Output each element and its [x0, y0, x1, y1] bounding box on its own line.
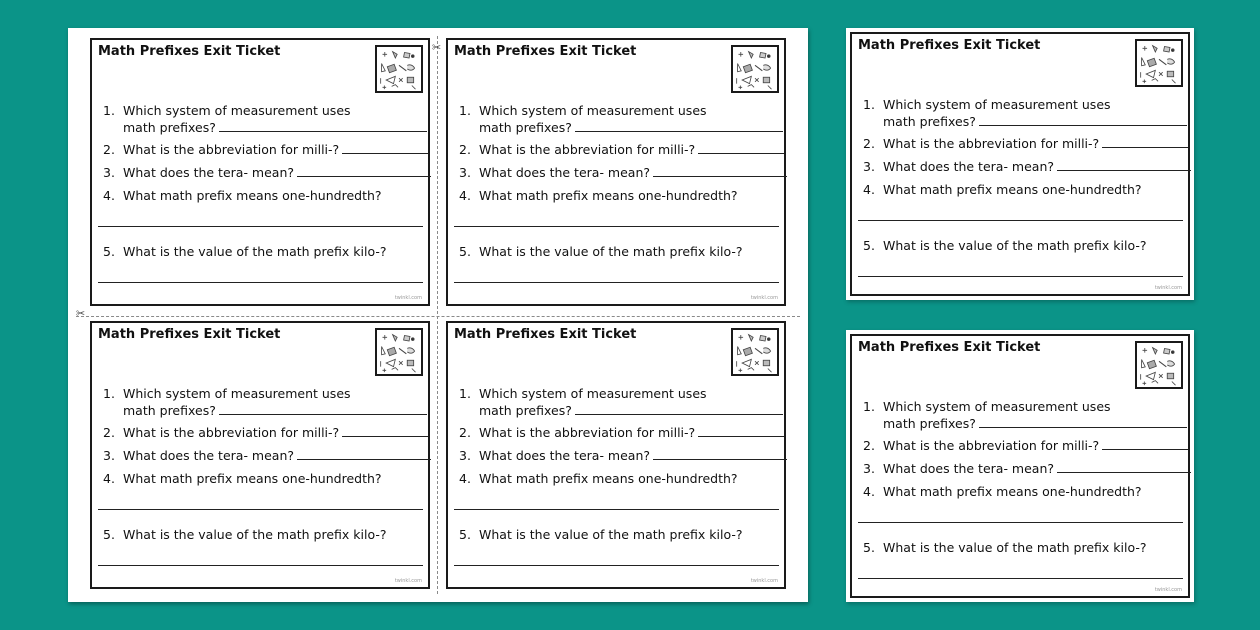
- question-1: [103, 385, 423, 419]
- question-number: 5.: [459, 244, 471, 259]
- question-number: 2.: [863, 136, 875, 151]
- question-1: [459, 102, 779, 136]
- question-text: What math prefix means one-hundredth?: [479, 188, 738, 203]
- question-number: 4.: [459, 188, 471, 203]
- question-text: What does the tera- mean?: [479, 165, 651, 180]
- footer-credit: twinkl.com: [750, 578, 778, 584]
- question-number: 4.: [103, 188, 115, 203]
- answer-blank[interactable]: [653, 458, 787, 460]
- question-number: 3.: [103, 165, 115, 180]
- question-text: What math prefix means one-hundredth?: [479, 471, 738, 486]
- question-number: 2.: [103, 142, 115, 157]
- question-3: [103, 447, 423, 464]
- question-text: What is the value of the math prefix kilo-?: [479, 244, 743, 259]
- answer-blank[interactable]: [297, 458, 431, 460]
- question-2: [863, 437, 1183, 454]
- question-4: [863, 181, 1183, 198]
- question-text: What math prefix means one-hundredth?: [123, 471, 382, 486]
- question-text: What is the abbreviation for milli-?: [123, 142, 340, 157]
- answer-blank[interactable]: [1102, 146, 1188, 148]
- answer-line[interactable]: [98, 226, 423, 227]
- question-text: Which system of measurement uses: [123, 103, 351, 118]
- question-2: [863, 135, 1183, 152]
- question-number: 2.: [863, 438, 875, 453]
- question-number: 5.: [103, 527, 115, 542]
- horizontal-cut-line: [76, 316, 800, 317]
- question-1: [103, 102, 423, 136]
- footer-credit: twinkl.com: [394, 578, 422, 584]
- footer-credit: twinkl.com: [750, 295, 778, 301]
- question-text: Which system of measurement uses: [883, 97, 1111, 112]
- math-shapes-icon: [1135, 39, 1183, 87]
- question-number: 5.: [863, 238, 875, 253]
- question-text: What is the abbreviation for milli-?: [479, 142, 696, 157]
- math-shapes-icon: [731, 328, 779, 376]
- question-text-cont: math prefixes?: [479, 120, 572, 135]
- answer-line[interactable]: [98, 565, 423, 566]
- question-number: 3.: [863, 159, 875, 174]
- answer-blank[interactable]: [653, 175, 787, 177]
- answer-blank[interactable]: [698, 152, 784, 154]
- answer-blank[interactable]: [1057, 169, 1191, 171]
- question-text: What does the tera- mean?: [123, 448, 295, 463]
- answer-blank[interactable]: [219, 413, 427, 415]
- question-2: [103, 141, 423, 158]
- question-number: 2.: [459, 425, 471, 440]
- math-shapes-icon: [1135, 341, 1183, 389]
- question-number: 5.: [863, 540, 875, 555]
- footer-credit: twinkl.com: [1154, 587, 1182, 593]
- question-3: [459, 164, 779, 181]
- question-text: What math prefix means one-hundredth?: [883, 484, 1142, 499]
- answer-line[interactable]: [98, 282, 423, 283]
- question-text: What math prefix means one-hundredth?: [123, 188, 382, 203]
- question-3: [459, 447, 779, 464]
- question-5: [103, 243, 423, 260]
- answer-blank[interactable]: [979, 124, 1187, 126]
- vertical-cut-line: [437, 36, 438, 594]
- question-text: Which system of measurement uses: [479, 103, 707, 118]
- answer-blank[interactable]: [297, 175, 431, 177]
- question-text: What does the tera- mean?: [883, 159, 1055, 174]
- footer-credit: twinkl.com: [1154, 285, 1182, 291]
- question-5: [103, 526, 423, 543]
- exit-ticket-card-5: [850, 32, 1190, 296]
- question-number: 1.: [459, 386, 471, 401]
- exit-ticket-card-4: [446, 321, 786, 589]
- question-text: What is the value of the math prefix kilo-?: [479, 527, 743, 542]
- card-title: Math Prefixes Exit Ticket: [454, 327, 637, 342]
- question-text: What is the value of the math prefix kilo-?: [883, 540, 1147, 555]
- answer-line[interactable]: [858, 276, 1183, 277]
- card-title: Math Prefixes Exit Ticket: [98, 44, 281, 59]
- question-text: What is the value of the math prefix kilo-?: [883, 238, 1147, 253]
- question-text: Which system of measurement uses: [883, 399, 1111, 414]
- exit-ticket-card-2: [446, 38, 786, 306]
- question-number: 1.: [459, 103, 471, 118]
- question-3: [863, 158, 1183, 175]
- question-text: What math prefix means one-hundredth?: [883, 182, 1142, 197]
- card-title: Math Prefixes Exit Ticket: [858, 38, 1041, 53]
- question-text: What is the value of the math prefix kilo-?: [123, 527, 387, 542]
- question-5: [863, 237, 1183, 254]
- question-3: [863, 460, 1183, 477]
- question-text-cont: math prefixes?: [883, 114, 976, 129]
- answer-blank[interactable]: [219, 130, 427, 132]
- scissors-icon: ✂: [432, 41, 442, 54]
- question-number: 1.: [863, 399, 875, 414]
- answer-line[interactable]: [454, 565, 779, 566]
- question-number: 2.: [103, 425, 115, 440]
- question-2: [459, 424, 779, 441]
- question-5: [459, 526, 779, 543]
- question-number: 1.: [103, 386, 115, 401]
- question-text: What does the tera- mean?: [883, 461, 1055, 476]
- question-number: 1.: [103, 103, 115, 118]
- math-shapes-icon: [731, 45, 779, 93]
- card-title: Math Prefixes Exit Ticket: [858, 340, 1041, 355]
- question-text: Which system of measurement uses: [479, 386, 707, 401]
- card-title: Math Prefixes Exit Ticket: [98, 327, 281, 342]
- question-number: 3.: [103, 448, 115, 463]
- question-text: What is the abbreviation for milli-?: [123, 425, 340, 440]
- answer-blank[interactable]: [1102, 448, 1188, 450]
- answer-blank[interactable]: [575, 413, 783, 415]
- question-text-cont: math prefixes?: [123, 120, 216, 135]
- question-number: 4.: [863, 484, 875, 499]
- answer-line[interactable]: [858, 578, 1183, 579]
- question-number: 3.: [459, 165, 471, 180]
- scissors-icon: ✂: [76, 307, 86, 320]
- question-5: [863, 539, 1183, 556]
- question-4: [103, 187, 423, 204]
- question-text: What is the value of the math prefix kilo-?: [123, 244, 387, 259]
- answer-line[interactable]: [858, 220, 1183, 221]
- answer-blank[interactable]: [342, 435, 428, 437]
- question-4: [459, 187, 779, 204]
- card-title: Math Prefixes Exit Ticket: [454, 44, 637, 59]
- question-number: 1.: [863, 97, 875, 112]
- question-number: 4.: [103, 471, 115, 486]
- answer-blank[interactable]: [698, 435, 784, 437]
- question-1: [863, 96, 1183, 130]
- question-number: 5.: [459, 527, 471, 542]
- question-text: Which system of measurement uses: [123, 386, 351, 401]
- answer-line[interactable]: [454, 282, 779, 283]
- question-number: 3.: [863, 461, 875, 476]
- math-shapes-icon: [375, 45, 423, 93]
- answer-blank[interactable]: [1057, 471, 1191, 473]
- question-text-cont: math prefixes?: [123, 403, 216, 418]
- question-3: [103, 164, 423, 181]
- question-text: What is the abbreviation for milli-?: [883, 136, 1100, 151]
- math-shapes-icon: [375, 328, 423, 376]
- question-number: 3.: [459, 448, 471, 463]
- question-1: [863, 398, 1183, 432]
- question-text: What does the tera- mean?: [123, 165, 295, 180]
- answer-line[interactable]: [454, 226, 779, 227]
- exit-ticket-card-3: [90, 321, 430, 589]
- answer-line[interactable]: [98, 509, 423, 510]
- question-1: [459, 385, 779, 419]
- question-2: [459, 141, 779, 158]
- question-text-cont: math prefixes?: [883, 416, 976, 431]
- answer-blank[interactable]: [342, 152, 428, 154]
- answer-blank[interactable]: [979, 426, 1187, 428]
- question-text-cont: math prefixes?: [479, 403, 572, 418]
- question-number: 4.: [459, 471, 471, 486]
- question-5: [459, 243, 779, 260]
- question-text: What does the tera- mean?: [479, 448, 651, 463]
- answer-line[interactable]: [454, 509, 779, 510]
- exit-ticket-card-1: [90, 38, 430, 306]
- question-text: What is the abbreviation for milli-?: [883, 438, 1100, 453]
- question-text: What is the abbreviation for milli-?: [479, 425, 696, 440]
- question-number: 2.: [459, 142, 471, 157]
- answer-blank[interactable]: [575, 130, 783, 132]
- question-4: [863, 483, 1183, 500]
- footer-credit: twinkl.com: [394, 295, 422, 301]
- question-2: [103, 424, 423, 441]
- question-4: [103, 470, 423, 487]
- exit-ticket-card-6: [850, 334, 1190, 598]
- question-4: [459, 470, 779, 487]
- question-number: 5.: [103, 244, 115, 259]
- question-number: 4.: [863, 182, 875, 197]
- answer-line[interactable]: [858, 522, 1183, 523]
